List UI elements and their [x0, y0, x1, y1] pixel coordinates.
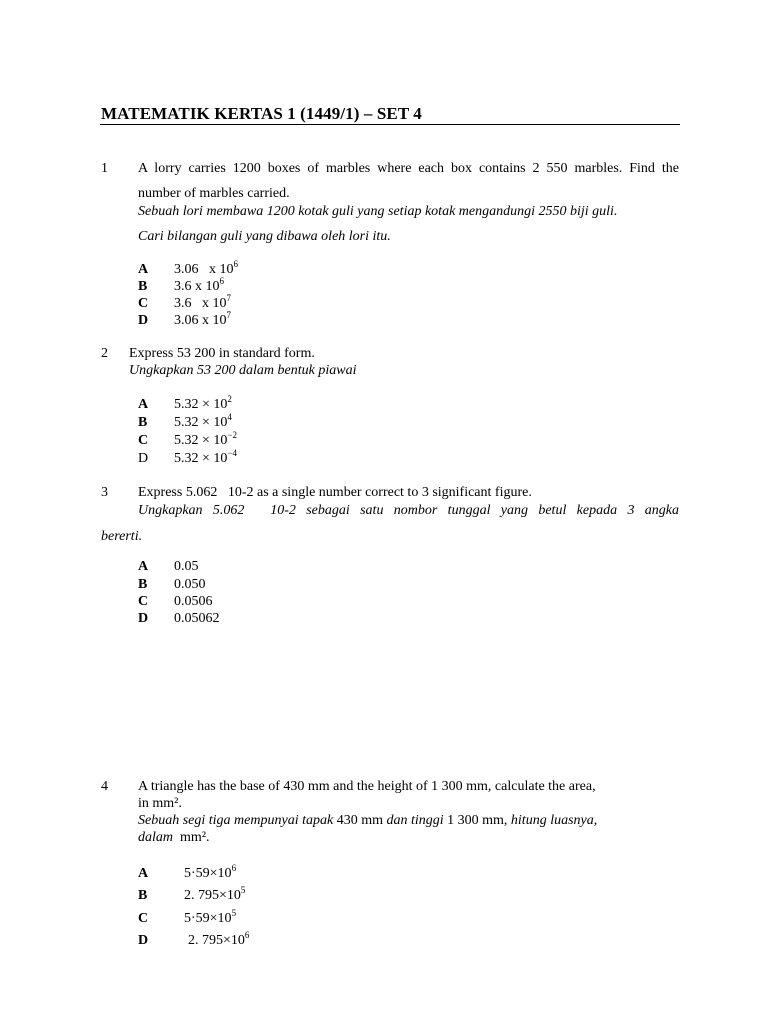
question-text-cont: in mm². [138, 796, 182, 811]
question-text-cont: number of marbles carried. [138, 186, 290, 201]
question-text-malay-cont: bererti. [101, 529, 143, 544]
option-label: B [138, 577, 148, 592]
option-value: $5.32 \times 10^4$ [174, 412, 232, 430]
question-text-malay-cont: Cari bilangan guli yang dibawa oleh lori itu. [138, 229, 391, 244]
option-value: 0.05 [174, 559, 199, 574]
option-label: A [138, 397, 149, 412]
option-c[interactable] [138, 594, 338, 612]
question-text: Express 53 200 in standard form. [129, 346, 315, 361]
option-value: 3.6 x $10^7$ [174, 293, 231, 311]
option-label: A [138, 262, 149, 277]
option-value: $5\cdot 59\times 10^5$ [184, 908, 237, 926]
question-text: A triangle has the base of 430 mm and the height of 1 300 mm, calculate the area, [138, 779, 596, 794]
question-text: A lorry carries 1200 boxes of marbles where each box contains 2 550 marbles. Find the [138, 161, 679, 176]
option-value: $5.32 \times 10^{-2}$ [174, 430, 237, 448]
option-label: C [138, 594, 149, 609]
option-value: 0.0506 [174, 594, 213, 609]
option-value: 2. $795\times 10^5$ [184, 885, 246, 903]
question-number: 2 [101, 346, 108, 361]
option-d[interactable] [138, 930, 358, 951]
option-c[interactable] [138, 430, 338, 451]
question-number: 1 [101, 161, 108, 176]
option-label: D [138, 933, 149, 948]
option-label: D [138, 611, 149, 626]
option-label: B [138, 279, 148, 294]
option-label: D [138, 313, 149, 328]
option-d[interactable] [138, 611, 338, 629]
option-value: $5.32 \times 10^{-4}$ [174, 448, 237, 466]
option-value: $5.32 \times 10^2$ [174, 394, 232, 412]
option-label: A [138, 866, 149, 881]
option-b[interactable] [138, 276, 338, 297]
option-value: 3.6 x $10^6$ [174, 276, 224, 294]
option-label: D [138, 451, 149, 466]
question-text-malay: Ungkapkan 53 200 dalam bentuk piawai [129, 363, 357, 378]
question-text-malay-cont: dalam mm². [138, 830, 210, 845]
option-value: 3.06 x $10^6$ [174, 259, 238, 277]
question-text-malay: Sebuah segi tiga mempunyai tapak 430 mm dan tinggi 1 300 mm, hitung luasnya, [138, 813, 598, 828]
question-number: 3 [101, 485, 108, 500]
option-label: B [138, 888, 148, 903]
option-label: B [138, 415, 148, 430]
option-a[interactable] [138, 259, 338, 280]
option-label: C [138, 433, 149, 448]
question-number: 4 [101, 779, 108, 794]
option-a[interactable] [138, 394, 338, 415]
title-underline [100, 124, 680, 125]
page-title: MATEMATIK KERTAS 1 (1449/1) – SET 4 [101, 104, 422, 123]
option-label: C [138, 911, 149, 926]
option-c[interactable] [138, 293, 338, 314]
option-value: 2. $795\times 10^6$ [188, 930, 250, 948]
option-d[interactable] [138, 310, 338, 331]
question-text: Express 5.062 10-2 as a single number correct to 3 significant figure. [138, 485, 532, 500]
option-value: 0.050 [174, 577, 206, 592]
option-b[interactable] [138, 885, 358, 906]
option-value: 3.06 x $10^7$ [174, 310, 231, 328]
option-d[interactable] [138, 448, 338, 469]
option-a[interactable] [138, 863, 358, 884]
option-value: 0.05062 [174, 611, 220, 626]
option-c[interactable] [138, 908, 358, 929]
option-b[interactable] [138, 412, 338, 433]
option-label: C [138, 296, 149, 311]
option-a[interactable] [138, 559, 338, 577]
question-text-malay: Ungkapkan 5.062 10-2 sebagai satu nombor tunggal yang betul kepada 3 angka [138, 503, 679, 518]
option-b[interactable] [138, 577, 338, 595]
question-text-malay: Sebuah lori membawa 1200 kotak guli yang setiap kotak mengandungi 2550 biji guli. [138, 204, 618, 219]
option-value: $5\cdot 59\times 10^6$ [184, 863, 237, 881]
option-label: A [138, 559, 149, 574]
